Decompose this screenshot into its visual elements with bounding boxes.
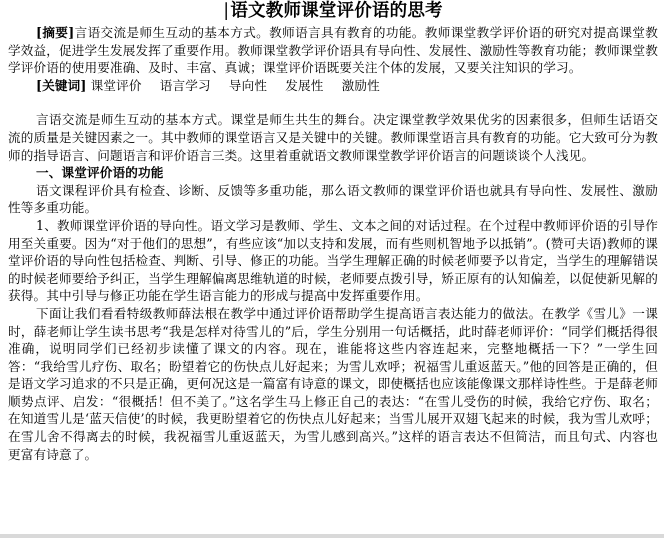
keyword-item: 语言学习 [159, 77, 211, 93]
keywords-line [8, 77, 658, 95]
text-cursor-icon: | [223, 1, 230, 21]
section-heading: 一、课堂评价语的功能 [36, 165, 164, 181]
abstract-paragraph [8, 24, 658, 77]
window-bottom-edge [0, 534, 664, 538]
keyword-item: 课堂评价 [90, 77, 142, 93]
keyword-item: 发展性 [285, 77, 324, 93]
keyword-item: 导向性 [228, 77, 268, 93]
point-paragraph: 1、教师课堂评价语的导向性。语文学习是教师、学生、文本之间的对话过程。在个过程中教师评价语的引导作用至关重要。因为“对于他们的思想”，有些应该“加以支持和发展，而有些则机智地予以抵销”。(赞可夫语)教师的课堂评价语的导向性包括检查、判断、引导、修正的功能。当学生理解正确的时候老师要予以肯定，当学生的理解错误的时候老师要给予纠正，当学生理解偏离思维轨道的时候，老师要点拨引导，矫正原有的认知偏差，以促使新见解的获得。其中引导与修正功能在学生语言能力的形成与提高中发挥重要作用。 [8, 217, 658, 304]
abstract-text: 言语交流是师生互动的基本方式。教师语言具有教育的功能。教师课堂教学评价语的研究对提高课堂教学效益，促进学生发展发挥了重要作用。教师课堂教学评价语具有导向性、发展性、激励性等教育功能；教师课堂教学评价语的使用要准确、及时、丰富、真诚；课堂评价语既要关注个体的发展，又要关注知识的学习。 [8, 25, 658, 76]
intro-paragraph: 言语交流是师生互动的基本方式。课堂是师生共生的舞台。决定课堂教学效果优劣的因素很多，但师生话语交流的质量是关键因素之一。其中教师的课堂语言又是关键中的关键。教师课堂语言具有教育的功能。它大致可分为教师的指导语言、问题语言和评价语言三类。这里着重就语文教师课堂教学评价语言的问题谈谈个人浅见。 [8, 112, 658, 163]
example-paragraph: 下面让我们看看特级教师薛法根在教学中通过评价语帮助学生提高语言表达能力的做法。在教学《雪儿》一课时，薛老师让学生读书思考“我是怎样对待雪儿的”后，学生分别用一句话概括，此时薛老师评价：“同学们概括得很准确，说明同学们已经初步读懂了课文的内容。现在，谁能将这些内容连起来，完整地概括一下？”一学生回答：“我给雪儿疗伤、取名；盼望着它的伤快点儿好起来；为雪儿欢呼；祝福雪儿重返蓝天。”他的回答是正确的，但是语文学习追求的不只是正确，更何况这是一篇富有诗意的课文，即使概括也应该能像课文那样诗性些。于是薛老师顺势点评、启发：“很概括！但不美了。”这名学生马上修正自己的表达：“在雪儿受伤的时候，我给它疗伤、取名；在知道雪儿是‘蓝天信使’的时候，我更盼望着它的伤快点儿好起来；当雪儿展开双翅飞起来的时候，我为雪儿欢呼；在雪儿舍不得离去的时候，我祝福雪儿重返蓝天，为雪儿感到高兴。”这样的语言表达不但简洁，而且句式、内容也更富有诗意了。 [8, 305, 658, 462]
document-title-line [8, 1, 658, 22]
keyword-item: 激励性 [341, 77, 380, 93]
keywords-label: [关键词] [36, 77, 87, 93]
document-title: 语文教师课堂评价语的思考 [230, 1, 443, 21]
abstract-label: [摘要] [36, 25, 75, 40]
section-paragraph: 语文课程评价具有检查、诊断、反馈等多重功能，那么语文教师的课堂评价语也就具有导向性、发展性、激励性等多重功能。 [8, 182, 658, 216]
